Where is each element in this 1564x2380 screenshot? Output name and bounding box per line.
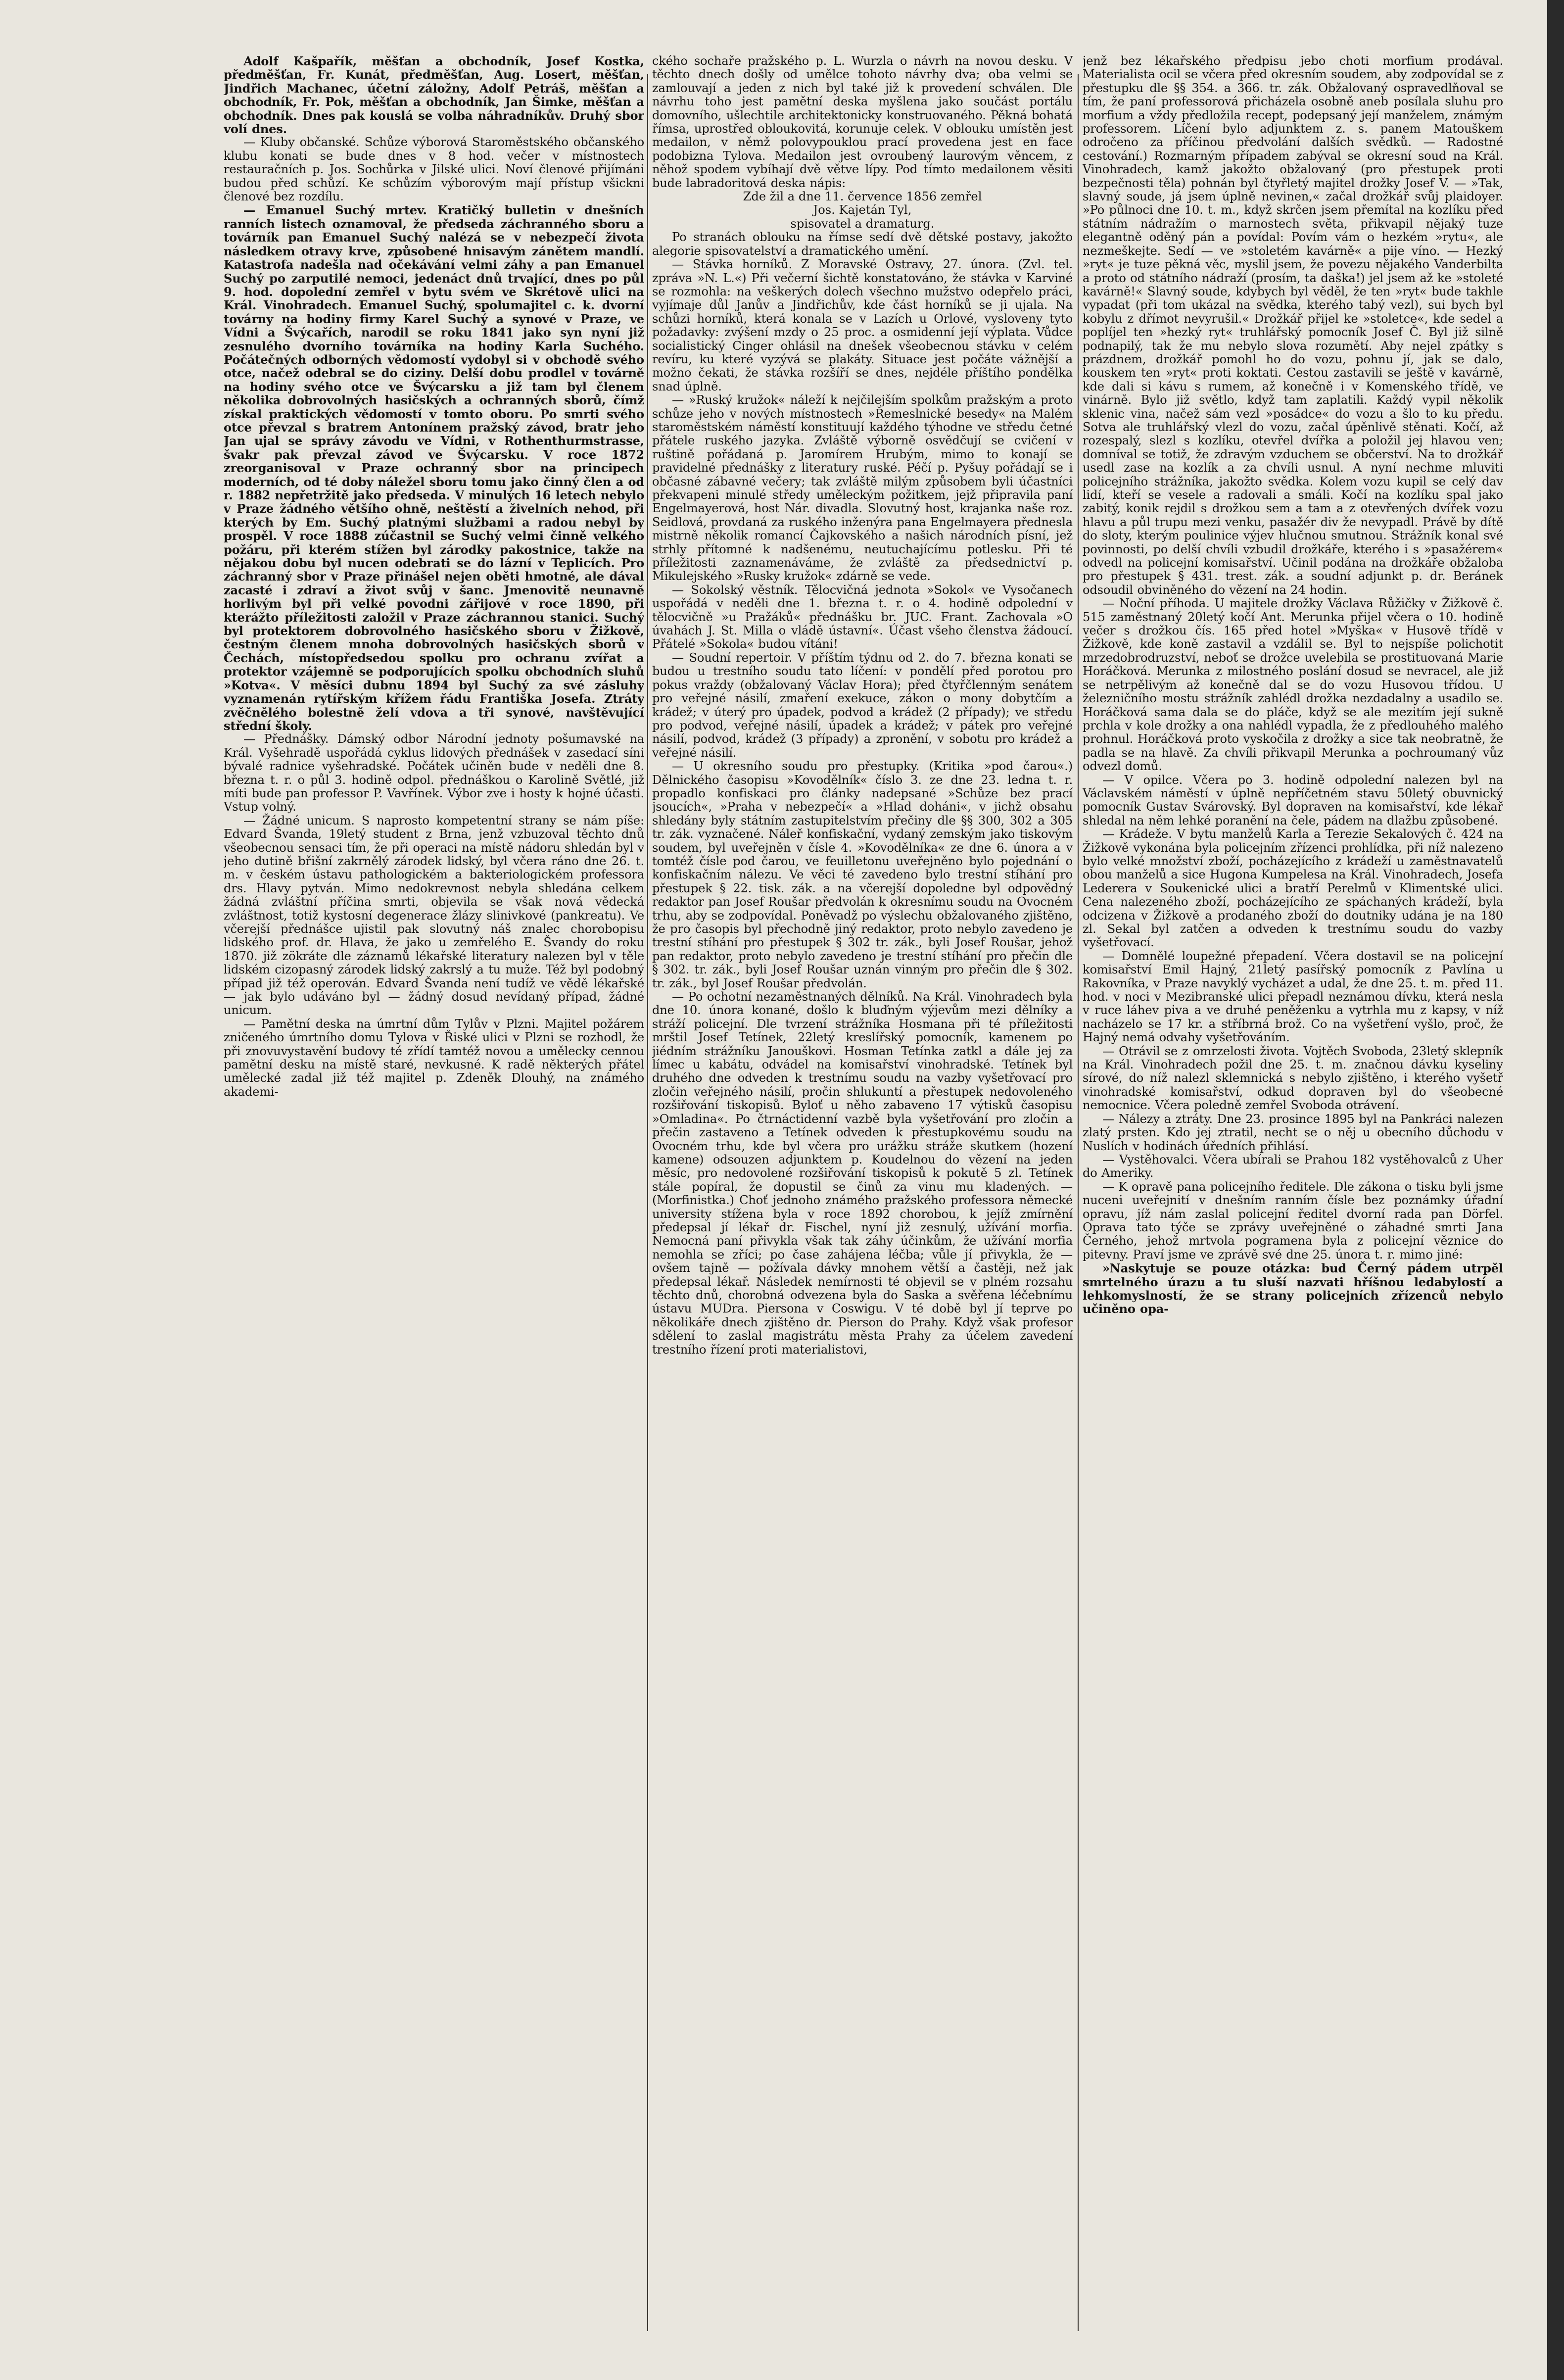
article-paragraph: — Kluby občanské. Schůze výborová Staroměstského občanského klubu konati se bude dnes v 8 hod. večer v místnostech restauračních p. Jos. Sochůrka v Jilské ulici. Noví členové přijímáni budou před schůzí. Ke schůzím výborovým mají přístup všickni členové bez rozdílu. [224,135,644,204]
column-divider [1078,74,1079,2331]
article-paragraph: — Sokolský věstník. Tělocvičná jednota »Sokol« ve Vysočanech uspořádá v neděli dne 1. března t. r. o 4. hodině odpolední v tělocvičně »u Pražáků« přednášku br. JUC. Frant. Zachovala »O úvahách J. St. Milla o vládě ústavní«. Účast všeho členstva žádoucí. Přátelé »Sokola« budou vítáni! [652,583,1073,651]
article-paragraph: — V opilce. Včera po 3. hodině odpolední nalezen byl na Václavském náměstí v úplně nepříčetném stavu 50letý obuvnický pomocník Gustav Svárovský. Byl dopraven na komisařství, kde lékař shledal na něm lehké poranění na čele, pádem na dlažbu způsobené. [1083,773,1503,827]
article-paragraph: — U okresního soudu pro přestupky. (Kritika »pod čarou«.) Dělnického časopisu »Kovodělník« číslo 3. ze dne 23. ledna t. r. propadlo konfiskaci pro články nadepsané »Schůze bez prací jsoucích«, »Praha v nebezpečí« a »Hlad doháni«, v jichž obsahu shledány byly státním zastupitelstvím přečiny dle §§ 300, 302 a 305 tr. zák. vyznačené. Náleř konfiskační, vydaný zemským jako tiskovým soudem, byl uveřejněn v čísle 4. »Kovodělníka« ze dne 6. února a v tomtéž čísle pod čarou, ve feuilletonu uveřejněno bylo pojednání o konfiskačním nálezu. Ve věci té zavedeno bylo trestní stíhání pro přestupek § 22. tisk. zák. a na včerejší dopoledne byl odpovědný redaktor pan Josef Roušar předvolán k okresnímu soudu na Ovocném trhu, aby se zodpovídal. Poněvadž po výslechu obžalovaného zjištěno, že pro časopis byl přechodně jiný redaktor, proto nebylo zavedeno je trestní stíhání pro přestupek § 302 tr. zák., byli Josef Roušar, jehož pan redaktor, proto nebylo zavedeno je trestní stíhání pro přečin dle § 302. tr. zák., byli Josef Roušar uznán vinným pro přečin dle § 302. tr. zák., byl Josef Roušar předvolán. [652,759,1073,990]
inscription-line: Jos. Kajetán Tyl, [813,203,912,217]
article-paragraph: — Noční příhoda. U majitele drožky Václava Růžičky v Žižkově č. 515 zaměstnaný 20letý kočí Ant. Merunka přijel včera o 10. hodině večer s drožkou čís. 165 před hotel »Myška« v Husově třídě v Žižkově, kde koně zastavil a vzdálil se. Byl to nejspíše polichotit mrzedobrodruzství, neboť se drožce uvelebila se prostituovaná Marie Horáčková. Merunka z milostného poslání dosud se nevracel, ale již se netrpělivým až konečně dal se do vozu Husovou třídou. U železničního mostu strážník zahlédl drožka nezdadalny a usadilo se. Horáčková sama dala se do pláče, když se ale mezitím její sukně prchla v kole drožky a ona nahlédl vypadla, že z předlouhého malého prohnul. Horáčková proto vyskočila z drožky a sice tak neobratně, že padla se na hlavě. Za chvíli přikvapil Merunka a pochroumaný vůz odvezl domů. [1083,596,1503,774]
article-paragraph: — Soudní repertoir. V příštím týdnu od 2. do 7. března konati se budou u trestního soudu tato líčení: v pondělí před porotou pro pokus vraždy (obžalovaný Václav Hora); před čtyřčlenným senátem pro veřejné násilí, zmaření exekuce, zákon o mony dobytčím a krádež; v úterý pro úpadek, podvod a krádež (2 případy); ve středu pro podvod, veřejné násilí, úpadek a krádež; v pátek pro veřejné násilí, podvod, krádež (3 případy) a zpronění, v sobotu pro krádež a veřejné násilí. [652,650,1073,760]
article-paragraph: — Po ochotní nezaměstnaných dělníků. Na Král. Vinohradech byla dne 10. února konané, došlo k bluďným výjevům mezi dělníky a stráží policejní. Dle tvrzení strážníka Hosmana při té příležitosti mrštil Josef Tetínek, 22letý kreslířský pomocník, kamenem po jiédním strážníku Janouškovi. Hosman Tetínka zatkl a dále jej za límec u kabátu, odvádel na komisařství vinohradské. Tetínek byl druhého dne odveden k trestnímu soudu na vazby vyšetřovací pro zločin veřejného násilí, pročin shlukuntí a přestupek nedovoleného rozšiřování tiskopisů. Byloť u něho zabaveno 17 výtisků časopisu »Omladina«. Po čtrnáctidenní vazbě byla vyšetřování pro zločin a přečin zastaveno a Tetínek odveden k přestupkovému soudu na Ovocném trhu, kde byl včera pro urážku stráže skutkem (hození kamene) odsouzen adjunktem p. Koudelnou do vězení na jeden měsíc, pro nedovolené rozšiřování tiskopisů k pokutě 5 zl. Tetínek stále popíral, že dopustil se činů za vinu mu kladených. — (Morfinistka.) Choť jednoho známého pražského professora německé university stížena byla v roce 1892 chorobou, k jejíž zmírnění předepsal jí lékař dr. Fischel, nyní již zesnulý, užívání morfia. Nemocná paní přivykla však tak záhy účinkům, že užívání morfia nemohla se zříci; po čase zahájena léčba; vůle jí přivykla, že — ovšem tajně — požívala dávky mnohem větší a častěji, než jak předepsal lékař. Následek nemírnosti té objevil se v plném rozsahu těchto dnů, chorobná odvezena byla do Saska a svěřena léčebnímu ústavu MUDra. Piersona v Coswigu. V té době byl jí teprve po několikáře dnech zjištěno dr. Pierson do Prahy. Když však profesor sdělení to zaslal magistrátu města Prahy za účelem zavedení trestního řízení proti materialistovi, [652,990,1073,1357]
article-paragraph: — K opravě pana policejního ředitele. Dle zákona o tisku byli jsme nuceni uveřejnití v dnešním ranním čísle bez poznámky úřadní opravu, jíž nám zaslal policejní ředitel dvorní rada pan Dörfel. Oprava tato týče se zprávy uveřejněné o záhadné smrti Jana Černého, jehož mrtvola pogramena byla z policejní věznice do pitevny. Praví jsme ve zprávě své dne 25. února t. r. mimo jiné: [1083,1179,1503,1262]
article-paragraph: — Krádeže. V bytu manželů Karla a Terezie Sekalových č. 424 na Žižkově vykonána byla policejním zřízenci prohlídka, při níž nalezeno bylo velké množství zboží, pocházejícího z krádeží u zaměstnavatelů obou manželů a sice Hugona Kumpelesa na Král. Vinohradech, Josefa Lederera v Soukenické ulici a bratří Perelmů v Klimentské ulici. Cena nalezeného zboží, pocházejícího ze spáchaných krádeží, byla odcizena v Žižkově a prodaného zboží do doutniky udána je na 180 zl. Sekal byl zatčen a odveden k trestnímu soudu do vazby vyšetřovací. [1083,827,1503,950]
article-paragraph: — Přednášky. Dámský odbor Národní jednoty pošumavské na Král. Vyšehradě uspořádá cyklus lidových přednášek v zasedací síni bývalé radnice vyšehradské. Počátek učiněn bude v neděli dne 8. března t. r. o půl 3. hodině odpol. přednáškou o Karolině Světlé, již míti bude pan professor P. Vavřínek. Výbor zve i hosty k hojné účasti. Vstup volný. [224,732,644,814]
column-divider [647,74,648,2331]
article-paragraph: — Otrávil se z omrzelosti života. Vojtěch Svoboda, 23letý sklepník na Král. Vinohradech požil dne 25. t. m. značnou dávku kyseliny sírové, do níž nalezl sklemnická s nebylo zjištěno, i kterého vyšetř vinohradské komisařství, odkud dopraven byl do všeobecné nemocnice. Včera poledně zemřel Svoboda otrávení. [1083,1044,1503,1113]
article-paragraph: ckého sochaře pražského p. L. Wurzla o návrh na novou desku. V těchto dnech došly od umělce tohoto návrhy dva; oba velmi se zamlouvají a jeden z nich byl také již k provedení schválen. Dle návrhu toho jest pamětní deska myšlena jako součást portálu domovního, ušlechtile architektonicky konstruovaného. Pěkná bohatá římsa, uprostřed obloukovitá, korunuje celek. V oblouku umístěn jest medailon, v němž polovypouklou prací provedena jest en face podobizna Tylova. Medailon jest ovroubený laurovým věncem, z něhož spodem vybíhají dvě větve lípy. Pod tímto medailonem věsiti bude labradoritová deska nápis: [652,54,1073,190]
inscription-line: spisovatel a dramaturg. [790,216,935,231]
inscription-line: Zde žil a dne 11. července 1856 zemřel [743,190,982,204]
article-paragraph: — Domnělé loupežné přepadení. Včera dostavil se na policejní komisařství Emil Hajný, 21letý pasířský pomocník z Pavlína u Rakovníka, v Praze navyklý vycházet a udal, že dne 25. t. m. před 11. hod. v noci v Mezibranské ulici přepadl neznámou dívku, která nesla v ruce láhev piva a ve druhé peněženku a vytrhla mu z kapsy, v níž nacházelo se 17 kr. a stříbrná brož. Co na vyšetření vyšlo, proč, že Hajný nemá odvahy vyšetřováním. [1083,949,1503,1045]
column-2 [652,54,1073,2356]
article-paragraph: — Vystěhovalci. Včera ubírali se Prahou 182 vystěhovalců z Uher do Ameriky. [1083,1152,1503,1180]
article-paragraph: — Emanuel Suchý mrtev. Kratičký bulletin v dnešních ranních listech oznamoval, že předseda záchranného sboru a továrník pan Emanuel Suchý nalézá se v nebezpečí života následkem otravy krve, způsobené hnisavým zánětem mandlí. Katastrofa nadešla nad očekávání velmi záhy a pan Emanuel Suchý po zarputilé nemoci, jedenáct dnů trvající, dnes po půl 9. hod. dopolední zemřel v bytu svém ve Skrétově ulici na Král. Vinohradech. Emanuel Suchý, spolumajitel c. k. dvorní továrny na hodiny firmy Karel Suchý a synové v Praze, ve Vídni a Švýcařích, narodil se roku 1841 jako syn nyní již zesnulého dvorního továrníka na hodiny Karla Suchého. Počátečných odborných vědomostí vydobyl si v obchodě svého otce, načež odebral se do ciziny. Delší dobu prodlel v továrně na hodiny svého otce ve Švýcarsku a již tam byl členem několika dobrovolných hasičských a ochranných sborů, čímž získal praktických vědomostí v tomto oboru. Po smrti svého otce převzal s bratrem Antonínem pražský závod, bratr jeho Jan ujal se správy závodu ve Vídni, v Rothenthurmstrasse, švakr pak převzal závod ve Švýcarsku. V roce 1872 zreorganisoval v Praze ochranný sbor na principech moderních, od té doby náležel sboru tomu jako činný člen a od r. 1882 nepřetržitě jako předseda. V minulých 16 letech nebylo v Praze žádného většího ohně, neštěstí a živelních nehod, při kterých by Em. Suchý platnými službami a radou nebyl by prospěl. V roce 1888 zúčastnil se Suchý velmi činně velkého požáru, při kterém stížen byl zárodky pakostnice, takže na nějakou dobu byl nucen odebrati se do lázní v Teplicích. Pro záchranný sbor v Praze přinášel nejen oběti hmotné, ale dával zacasté i zdraví a život svůj v šanc. Jmenovitě neunavně horlivým byl při velké povodni zářijové v roce 1890, při kterážto příležitosti založil v Praze záchrannou stanici. Suchý byl protektorem dobrovolného hasičského sboru v Žižkově, čestným členem mnoha dobrovolných hasičských sborů v Čechách, místopředsedou spolku pro ochranu zvířat a protektor vzájemně se podporujících spolku obchodních sluhů »Kotva«. V měsíci dubnu 1894 byl Suchý za své zásluhy vyznamenán rytířským křížem řádu Františka Josefa. Ztráty zvěčnělého bolestně želí vdova a tři synové, navštěvující střední školy. [224,203,644,733]
article-paragraph: — Pamětní deska na úmrtní dům Tylův v Plzni. Majitel požárem zničeného úmrtního domu Tylova v Řiské ulici v Plzni se rozhodl, že při znovuvystavění budovy té zřídí tamtéž novou a umělecky cennou pamětní desku na místě staré, nevkusné. K radě některých přátel umělecké zadal již též majitel p. Zdeněk Dlouhý, na známého akademi- [224,1017,644,1099]
page-edge-shadow [1547,0,1564,2380]
column-3 [1083,54,1503,2356]
article-paragraph: »Naskytuje se pouze otázka: bud Černý pádem utrpěl smrtelného úrazu a tu sluší nazvati hříšnou ledabylostí a lehkomyslností, že se strany policejních zřízenců nebylo učiněno opa- [1083,1261,1503,1316]
column-1 [224,54,644,2356]
article-paragraph: — »Ruský kružok« náleží k nejčilejším spolkům pražským a proto schůze jeho v nových místnostech »Řemeslnické besedy« na Malém staroměstském náměstí konstituují každého týhodne ve středu četné přátele ruského jazyka. Zvláště výborně osvědčují se cvičení v ruštině pořádaná p. Jaromírem Hrubým, mimo to konají se pravidelné přednášky z literatury ruské. Péčí p. Pyšuy pořádají se i občasné zábavné večery; tak zvláště milým způsobem byli účastníci překvapeni minulé středy uměleckým požitkem, jejž připravila paní Engelmayerová, host Nár. divadla. Slovutný host, krajanka naše roz. Seidlová, provdaná za ruského inženýra pana Engelmayera přednesla mistrně několik romancí Čajkovského a našich národních písní, jež strhly přítomné k nadšenému, neutuchajícímu potlesku. Při té příležitosti zaznamenáváme, že zvláště za předsednictví p. Mikulejského »Rusky kružok« zdárně se vede. [652,393,1073,583]
article-paragraph: Adolf Kašpařík, měšťan a obchodník, Josef Kostka, předměšťan, Fr. Kunát, předměšťan, Aug. Losert, měšťan, Jindřich Machanec, účetní záložny, Adolf Petráš, měšťan a obchodník, Fr. Pok, měšťan a obchodník, Jan Šimke, měšťan a obchodník. Dnes pak kouslá se volba náhradníkův. Druhý sbor volí dnes. [224,54,644,137]
article-paragraph: — Žádné unicum. S naprosto kompetentní strany se nám píše: Edvard Švanda, 19letý student z Brna, jenž vzbuzoval těchto dnů všeobecnou sensaci tím, že při operaci na místě nádoru shledán byl v jeho dutině břišní zakrnělý zárodek lidský, byl včera ráno dne 26. t. m. v českém ústavu pathologickém a bakteriologickém professora drs. Hlavy pytván. Mimo nedokrevnost nebyla shledána celkem žádná zvláštní příčina smrti, objevila se však nová vědecká zvláštnost, totiž kystosní degenerace žlázy slinivkové (pankreatu). Ve včerejší přednášce ujistil pak slovutný náš znalec chorobopisu lidského prof. dr. Hlava, že jako u zemřelého E. Švandy do roku 1870. již zökráte dle záznamů lékařské literatury nalezen byl v těle lidském cizopasný zárodek lidský zakrslý a tu muže. Též byl podobný případ již též operován. Edvard Švanda není tudíž ve vědě lékařské — jak bylo udáváno byl — žádný dosud nevídaný případ, žádné unicum. [224,813,644,1018]
article-paragraph: jenž bez lékařského předpisu jebo choti morfium prodával. Materialista ocil se včera před okresním soudem, aby zodpovídal se z přestupku dle §§ 354. a 366. tr. zák. Obžalovaný ospravedlňoval se tím, že paní professorová přicházela osobně aneb posílala sluhu pro morfium a vždy předložila recept, podepsaný její manželem, známým professorem. Líčení bylo adjunktem z. s. panem Matouškem odročeno za příčinou předvolání dalších svědků. — Radostné cestování.) Rozmarným případem zabýval se okresní soud na Král. Vinohradech, kamž jakožto obžalovaný (pro přestupek proti bezpečnosti těla) pohnán byl čtyřletý majitel drožky Josef V. — »Tak, slavný soude, já jsem úplně nevinen,« začal drožkář svůj plaidoyer. »Po půlnoci dne 10. t. m., když skrčen jsem přemítal na kozlíku před státním nádražím o marnostech světa, přikvapil nějaký tuze elegantně oděný pán a povídal: Povím vám o hezkém »rytu«, ale nezmeškejte. Sedí — ve »stoletém kavárně« a pije víno. — Hezký »ryt« je tuze pěkná věc, myslil jsem, že povezu nějakého Vanderbilta a proto od státního nádraží (prosím, ta daška!) jel jsem až ke »stoleté kavárně!« Slavný soude, kdybych byl věděl, že ten »ryt« bude takhle vypadat (při tom ukázal na svědka, kterého tabý vezl), sui bych byl kobylu z dřímot nevyrušil.« Drožkář přijel ke »stoletce«, kde sedel a poplíjel ten »hezký ryt« truhlářský pomocník Josef Č. Byl již silně podnapilý, tak že mu nebylo slova rozumětí. Aby nejel zpátky s prázdnem, drožkář pomohl ho do vozu, pohnu jí, jak se dalo, kouskem ten »ryt« proti koktati. Cestou zastavili se ještě v kavárně, kde dali si kávu s rumem, až konečně i v Komenského třídě, ve vinárně. Bylo již světlo, když tam zaplatili. Každý vypil několik sklenic vina, načež sám vezl »posádce« do vozu a šlo to ku předu. Sotva ale truhlářský vlezl do vozu, začal úpěnlivě stěnati. Kočí, až rozespalý, slezl s kozlíku, otevřel dvířka a položil jej hlavou ven; domníval se totiž, že zdravým vzduchem se občerství. Na to drožkář usedl zase na kozlík a za chvíli usnul. A nyní nechme mluviti policejního strážníka, jakožto svědka. Kolem vozu kupil se celý dav lidí, kteří se vesele a radovali a smáli. Kočí na kozlíku spal jako zabitý, konik rejdil s drožkou sem a tam a z otevřených dvířek vozu hlavu a půl trupu mezi venku, pasažér div že nevypadl. Právě by dítě do sloty, kterým poulinice výjev hlučnou smutnou. Strážník konal své povinnosti, po delší chvíli vzbudil drožkáře, kterého i s »pasažérem« odvedl na policejní komisařství. Učinil podána na drožkáře obžaloba pro přestupek § 431. trest. zák. a soudní adjunkt p. dr. Beránek odsoudil obviněného do vězení na 24 hodin. [1083,54,1503,597]
article-paragraph: Po stranách oblouku na římse sedí dvě dětské postavy, jakožto alegorie spisovatelství a dramatického umění. [652,230,1073,258]
article-paragraph: — Stávka horníků. Z Moravské Ostravy, 27. února. (Zvl. tel. zpráva »N. L.«) Při večerní šichtě konstatováno, že stávka v Karviné se rozmohla: na veškerých dolech všechno mužstvo odepřelo práci, vyjímaje důl Janův a Jindřichův, kde část horníků se ji ujala. Na schůzi horníků, která konala se v Lazích u Orlové, vysloveny tyto požadavky: zvýšení mzdy o 25 proc. a osmidenní její výplata. Vůdce socialistický Cinger ohlásil na dnešek všeobecnou stávku v celém revíru, ku které vyzývá se plakáty. Situace jest počáte vážnější a možno čekati, že stávka rozšíří se dnes, nejdéle příštího pondělka snad úplně. [652,257,1073,393]
article-paragraph: — Nálezy a ztráty. Dne 23. prosince 1895 byl na Pankráci nalezen zlatý prsten. Kdo jej ztratil, necht se o něj u obecního důchodu v Nuslích v hodinách úředních přihlásí. [1083,1112,1503,1153]
